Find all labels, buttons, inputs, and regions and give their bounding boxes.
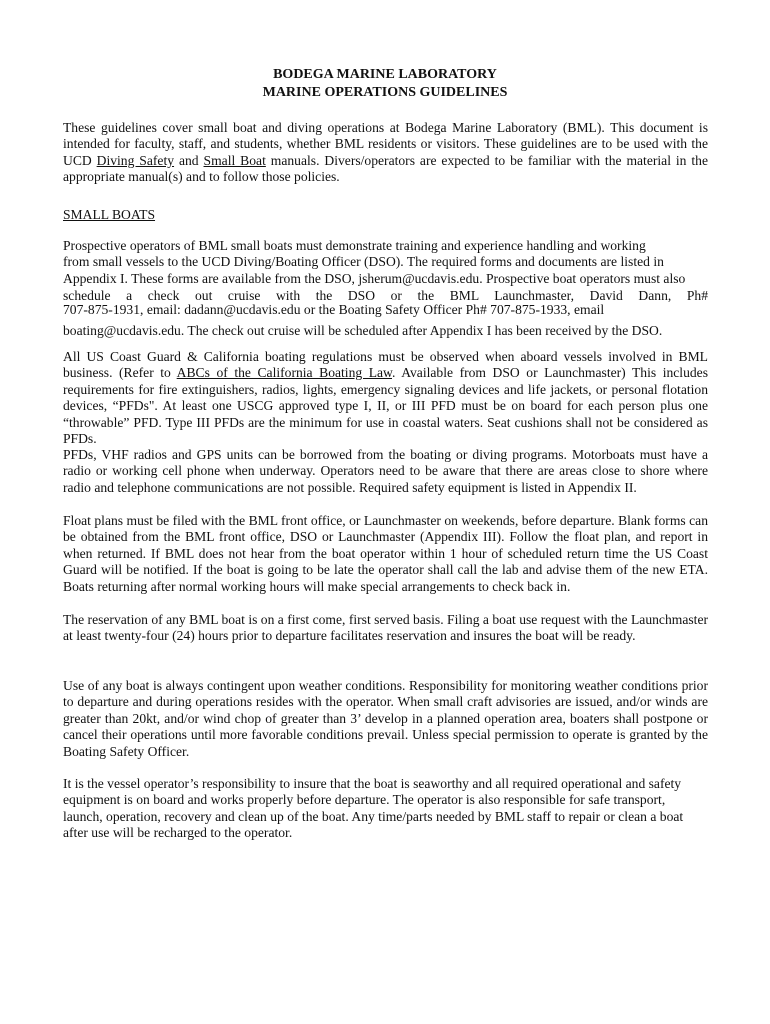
document-title-line-2: MARINE OPERATIONS GUIDELINES <box>262 85 508 100</box>
weather-paragraph: Use of any boat is always contingent upon weather conditions. Responsibility for monitoring weather conditions prior to departure and during operations resides with the operator. When small craft advisories are issued, and/or winds are greater than 20kt, and/or wind chop of greater than 3’ develop in a planned operation area, boaters shall postpone or cancel their operations until more favorable conditions prevail. Unless special permission to operate is granted by the Boating Safety Officer. <box>63 678 708 759</box>
regulations-paragraph <box>63 349 708 447</box>
operators-paragraph <box>63 238 708 339</box>
operators-line: 707-875-1931, email: dadann@ucdavis.edu or the Boating Safety Officer Ph# 707-875-1933, email <box>63 301 605 317</box>
operators-line: from small vessels to the UCD Diving/Boating Officer (DSO). The required forms and documents are listed in <box>63 254 664 270</box>
operators-line: Appendix I. These forms are available from the DSO, jsherum@ucdavis.edu. Prospective boat operators must also <box>63 270 686 286</box>
intro-tail: manuals. Divers/operators are expected to be familiar with the material in the appropriate manual(s) and to follow those policies. <box>63 152 708 185</box>
small-boat-link[interactable]: Small Boat <box>203 152 266 168</box>
reservation-paragraph: The reservation of any BML boat is on a first come, first served basis. Filing a boat use request with the Launchmaster at least twenty-four (24) hours prior to departure facilitates reservation and insures the boat will be ready. <box>63 612 708 644</box>
float-plans-paragraph: Float plans must be filed with the BML front office, or Launchmaster on weekends, before departure. Blank forms can be obtained from the BML front office, DSO or Launchmaster (Appendix III). Follow the float plan, and report in when returned. If BML does not hear from the boat operator within 1 hour of scheduled return time the US Coast Guard will be notified. If the boat is going to be late the operator shall call the lab and advise them of the new ETA. Boats returning after normal working hours will make special arrangements to check back in. <box>63 513 708 594</box>
diving-safety-link[interactable]: Diving Safety <box>96 152 175 168</box>
document-title-line-1: BODEGA MARINE LABORATORY <box>273 67 497 82</box>
section-heading-small-boats: SMALL BOATS <box>63 207 156 222</box>
regulations-tail: . Available from DSO or Launchmaster) This includes requirements for fire extinguishers, radios, lights, emergency signaling devices and life jackets, or personal flotation devices, “PFDs". At least one USCG approved type I, II, or III PFD must be on board for each person plus one “throwable” PFD. Type III PFDs are the minimum for use in coastal waters. Seat cushions shall not be considered as PFDs. <box>63 365 708 447</box>
operators-line: boating@ucdavis.edu. The check out cruise will be scheduled after Appendix I has been received by the DSO. <box>63 323 663 339</box>
intro-lead: These guidelines cover small boat and diving operations at Bodega Marine Laboratory (BML). This document is intended for faculty, staff, and students, whether BML residents or visitors. These guidelines are to be used with the UCD <box>63 120 708 168</box>
equipment-paragraph: PFDs, VHF radios and GPS units can be borrowed from the boating or diving programs. Motorboats must have a radio or working cell phone when underway. Operators need to be aware that there are areas close to shore where radio and telephone communications are not possible. Required safety equipment is listed in Appendix II. <box>63 447 708 495</box>
operators-line: schedule a check out cruise with the DSO or the BML Launchmaster, David Dann, Ph# <box>63 288 708 304</box>
intro-mid: and <box>178 152 199 168</box>
intro-paragraph <box>63 120 708 186</box>
operator-responsibility-paragraph: It is the vessel operator’s responsibility to insure that the boat is seaworthy and all required operational and safety equipment is on board and works properly before departure. The operator is also responsible for safe transport, launch, operation, recovery and clean up of the boat. Any time/parts needed by BML staff to repair or clean a boat after use will be recharged to the operator. <box>63 776 684 841</box>
operators-line: Prospective operators of BML small boats must demonstrate training and experience handling and working <box>63 238 646 253</box>
regulations-lead: All US Coast Guard & California boating regulations must be observed when aboard vessels involved in BML business. (Refer to <box>63 349 708 381</box>
abcs-boating-law-link[interactable]: ABCs of the California Boating Law <box>176 365 392 381</box>
